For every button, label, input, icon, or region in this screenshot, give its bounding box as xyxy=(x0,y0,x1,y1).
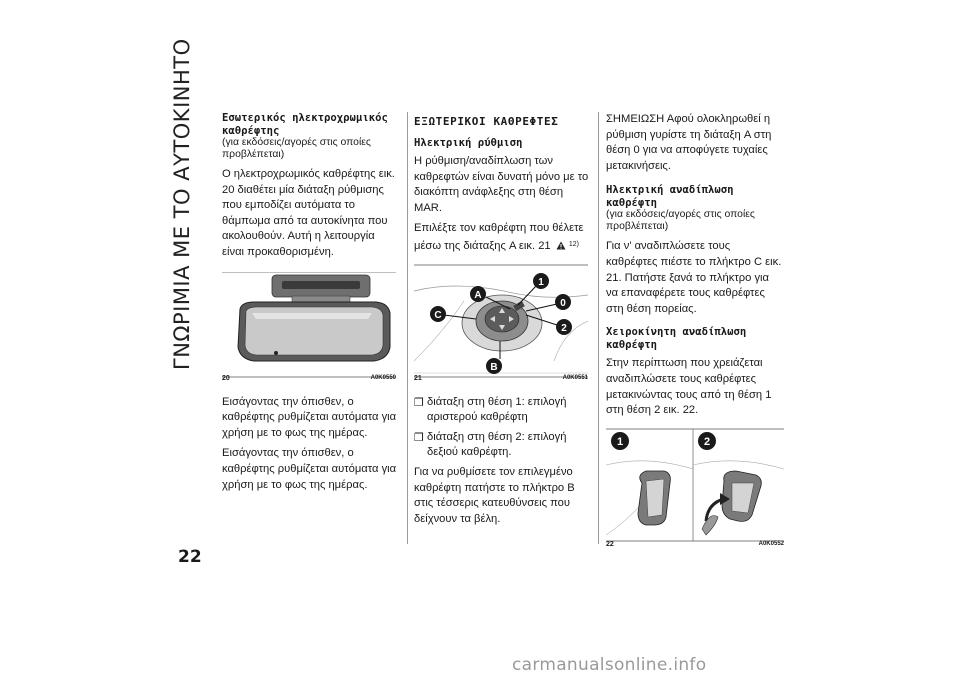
page-number: 22 xyxy=(178,547,202,567)
paragraph: Εισάγοντας την όπισθεν, ο καθρέφτης ρυθμίζεται αυτόματα για χρήση με το φως της ημέρας. xyxy=(222,447,397,491)
side-section-title: ΓΝΩΡΙΜΙΑ ΜΕ ΤΟ ΑΥΤΟΚΙΝΗΤΟ xyxy=(170,38,194,370)
position-2-badge xyxy=(698,432,716,450)
figure-22 xyxy=(606,425,784,553)
position-1-label: 1 xyxy=(616,435,624,448)
callout-b-badge xyxy=(486,358,502,374)
figure-code: A0K0552 xyxy=(758,541,784,548)
watermark: carmanualsonline.info xyxy=(512,655,707,675)
callout-0-badge xyxy=(555,294,571,310)
paragraph: Ο ηλεκτροχρωμικός καθρέφτης εικ. 20 διαθέτει μία διάταξη ρύθμισης που εμποδίζει αυτόματα το θάμπωμα από τα αυτοκίνητα που ακολουθούν. Αυτή η λειτουργία είναι προκαθορισμένη. xyxy=(222,168,395,258)
manual-folding-illustration xyxy=(606,425,784,553)
figure-number: 20 xyxy=(222,374,230,382)
column-1 xyxy=(222,112,398,498)
callout-c-badge xyxy=(430,306,446,322)
position-1-badge xyxy=(611,432,629,450)
paragraph: Για ν' αναδιπλώσετε τους καθρέφτες πιέστε το πλήκτρο C εικ. 21. Πατήστε ξανά το πλήκτρο για να επαναφέρετε τους καθρέφτες στη θέση πορείας. xyxy=(606,240,782,315)
column-divider xyxy=(407,112,408,544)
paragraph: Εισάγοντας την όπισθεν, ο καθρέφτης ρυθμίζεται αυτόματα για χρήση με το φως της ημέρας. xyxy=(222,395,397,439)
paragraph xyxy=(414,221,590,254)
availability-note: (για εκδόσεις/αγορές στις οποίες προβλέπεται) xyxy=(222,137,371,160)
callout-2-badge xyxy=(556,319,572,335)
paragraph: Για να ρυθμίσετε τον επιλεγμένο καθρέφτη πατήστε το πλήκτρο B στις τέσσερις κατευθύνσεις που δείχνουν τα βέλη. xyxy=(414,466,575,525)
position-2-label: 2 xyxy=(703,435,711,448)
list-item-text: διάταξη στη θέση 1: επιλογή αριστερού καθρέφτη xyxy=(427,395,567,424)
column-3 xyxy=(606,112,784,561)
checkbox-bullet-icon: ❒ xyxy=(414,396,424,409)
warning-reference: 12) xyxy=(568,241,579,249)
callout-2-label: 2 xyxy=(561,322,567,334)
paragraph: ΣΗΜΕΙΩΣΗ Αφού ολοκληρωθεί η ρύθμιση γυρίστε τη διάταξη A στη θέση 0 για να αποφύγετε τυχαίες μετακινήσεις. xyxy=(606,113,772,172)
rearview-mirror-illustration xyxy=(222,269,396,387)
callout-1-badge xyxy=(533,273,549,289)
figure-number: 21 xyxy=(414,375,422,383)
list-item xyxy=(414,395,590,426)
column-divider xyxy=(598,112,599,544)
figure-code: A0K0551 xyxy=(562,375,588,382)
heading-manual-folding: Χειροκίνητη αναδίπλωση καθρέφτη xyxy=(606,326,747,351)
heading-electrochromic-mirror: Εσωτερικός ηλεκτροχρωμικός καθρέφτης xyxy=(222,112,388,137)
column-2 xyxy=(414,112,590,532)
heading-electric-folding: Ηλεκτρική αναδίπλωση καθρέφτη xyxy=(606,184,734,209)
callout-a-label: A xyxy=(474,289,482,301)
list-item xyxy=(414,430,590,461)
warning-triangle-icon xyxy=(556,241,566,250)
figure-number: 22 xyxy=(606,541,614,549)
callout-a-badge xyxy=(470,286,486,302)
figure-code: A0K0550 xyxy=(370,374,396,381)
figure-21 xyxy=(414,261,588,387)
heading-electric-adjustment: Ηλεκτρική ρύθμιση xyxy=(414,136,523,149)
list-item-text: διάταξη στη θέση 2: επιλογή δεξιού καθρέφτη. xyxy=(427,430,567,459)
paragraph: Η ρύθμιση/αναδίπλωση των καθρεφτών είναι δυνατή μόνο με το διακόπτη ανάφλεξης στη θέση MAR. xyxy=(414,155,589,214)
callout-b-label: B xyxy=(490,361,498,373)
figure-20 xyxy=(222,269,396,387)
availability-note: (για εκδόσεις/αγορές στις οποίες προβλέπεται) xyxy=(606,209,755,233)
paragraph: Στην περίπτωση που χρειάζεται αναδιπλώσετε τους καθρέφτες μετακινώντας τους από τη θέση 1 στη θέση 2 εικ. 22. xyxy=(606,357,772,417)
section-title-exterior-mirrors: ΕΞΩΤΕΡΙΚΟΙ ΚΑΘΡΕΦΤΕΣ xyxy=(414,115,559,128)
callout-1-label: 1 xyxy=(538,276,544,288)
mirror-control-illustration xyxy=(414,261,588,387)
paragraph-text: Επιλέξτε τον καθρέφτη που θέλετε μέσω της διάταξης A εικ. 21 xyxy=(414,222,584,253)
checkbox-bullet-icon: ❒ xyxy=(414,431,424,444)
callout-c-label: C xyxy=(434,309,442,321)
callout-0-label: 0 xyxy=(560,297,566,309)
